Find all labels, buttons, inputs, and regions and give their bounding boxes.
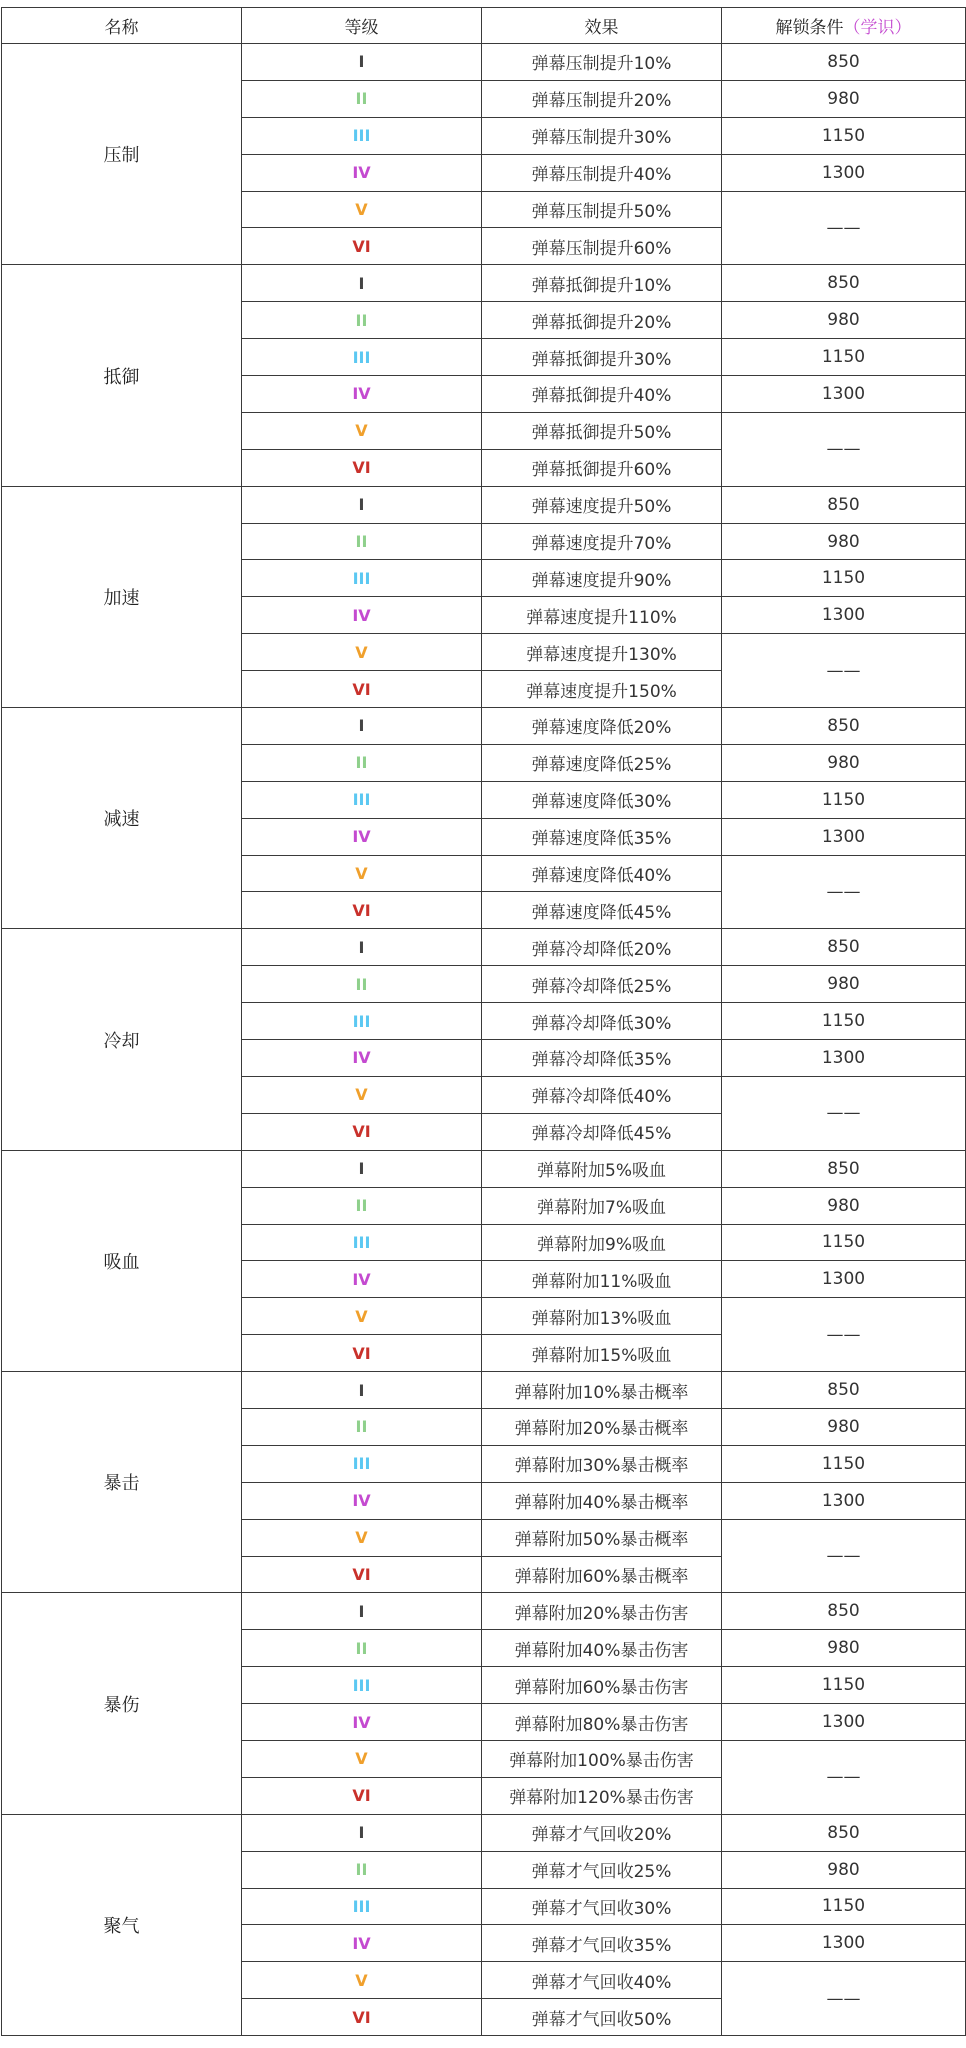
unlock-merged-cell	[722, 855, 966, 929]
effect-cell: 弹幕速度降低30%	[482, 781, 722, 818]
level-cell: VI	[242, 1335, 482, 1372]
effect-cell: 弹幕附加9%吸血	[482, 1224, 722, 1261]
level-cell: V	[242, 855, 482, 892]
unlock-cell: 850	[722, 1814, 966, 1851]
unlock-cell: 1150	[722, 781, 966, 818]
unlock-cell: 850	[722, 44, 966, 81]
level-cell: V	[242, 412, 482, 449]
table-row	[2, 1150, 966, 1187]
level-cell: III	[242, 1445, 482, 1482]
effect-cell: 弹幕附加100%暴击伤害	[482, 1740, 722, 1777]
unlock-cell: 980	[722, 1408, 966, 1445]
effect-cell: 弹幕附加40%暴击伤害	[482, 1630, 722, 1667]
level-cell: IV	[242, 1261, 482, 1298]
effect-cell: 弹幕才气回收35%	[482, 1925, 722, 1962]
level-cell: VI	[242, 671, 482, 708]
effect-cell: 弹幕抵御提升30%	[482, 339, 722, 376]
level-cell: I	[242, 44, 482, 81]
effect-cell: 弹幕压制提升40%	[482, 154, 722, 191]
effect-cell: 弹幕附加5%吸血	[482, 1150, 722, 1187]
effect-cell: 弹幕压制提升50%	[482, 191, 722, 228]
unlock-cell: 850	[722, 1593, 966, 1630]
effect-cell: 弹幕才气回收40%	[482, 1962, 722, 1999]
level-cell: I	[242, 708, 482, 745]
table-row	[2, 1593, 966, 1630]
effect-cell: 弹幕速度降低45%	[482, 892, 722, 929]
level-cell: III	[242, 117, 482, 154]
unlock-merged-cell	[722, 1519, 966, 1593]
effect-cell: 弹幕速度降低40%	[482, 855, 722, 892]
effect-cell: 弹幕附加20%暴击伤害	[482, 1593, 722, 1630]
effect-cell: 弹幕速度降低20%	[482, 708, 722, 745]
unlock-cell: 850	[722, 1372, 966, 1409]
level-cell: VI	[242, 1113, 482, 1150]
level-cell: IV	[242, 818, 482, 855]
unlock-cell: 980	[722, 1851, 966, 1888]
skill-name-cell: 暴伤	[2, 1593, 242, 1814]
unlock-cell: 980	[722, 80, 966, 117]
effect-cell: 弹幕抵御提升10%	[482, 265, 722, 302]
level-cell: II	[242, 80, 482, 117]
unlock-dash: ——	[826, 439, 861, 460]
effect-cell: 弹幕冷却降低40%	[482, 1076, 722, 1113]
unlock-cell: 1300	[722, 1925, 966, 1962]
unlock-dash: ——	[826, 1103, 861, 1124]
level-cell: II	[242, 523, 482, 560]
level-cell: V	[242, 191, 482, 228]
level-cell: I	[242, 1593, 482, 1630]
effect-cell: 弹幕附加20%暴击概率	[482, 1408, 722, 1445]
effect-cell: 弹幕抵御提升40%	[482, 376, 722, 413]
header-unlock-label: 解锁条件	[775, 18, 844, 38]
unlock-merged-cell	[722, 412, 966, 486]
level-cell: V	[242, 1962, 482, 1999]
effect-cell: 弹幕附加11%吸血	[482, 1261, 722, 1298]
header-level: 等级	[242, 8, 482, 44]
effect-cell: 弹幕附加40%暴击概率	[482, 1482, 722, 1519]
effect-cell: 弹幕速度提升90%	[482, 560, 722, 597]
level-cell: IV	[242, 154, 482, 191]
unlock-cell: 1300	[722, 376, 966, 413]
effect-cell: 弹幕抵御提升50%	[482, 412, 722, 449]
unlock-cell: 850	[722, 1150, 966, 1187]
effect-cell: 弹幕附加50%暴击概率	[482, 1519, 722, 1556]
unlock-cell: 1300	[722, 1482, 966, 1519]
effect-cell: 弹幕才气回收20%	[482, 1814, 722, 1851]
level-cell: II	[242, 744, 482, 781]
effect-cell: 弹幕速度提升50%	[482, 486, 722, 523]
effect-cell: 弹幕冷却降低45%	[482, 1113, 722, 1150]
table-row	[2, 1372, 966, 1409]
effect-cell: 弹幕压制提升10%	[482, 44, 722, 81]
level-cell: VI	[242, 1999, 482, 2036]
unlock-cell: 1300	[722, 597, 966, 634]
header-effect: 效果	[482, 8, 722, 44]
table-row	[2, 265, 966, 302]
table-row	[2, 486, 966, 523]
effect-cell: 弹幕冷却降低25%	[482, 966, 722, 1003]
unlock-cell: 1300	[722, 818, 966, 855]
effect-cell: 弹幕冷却降低35%	[482, 1040, 722, 1077]
header-unlock-note: （学识）	[843, 18, 912, 38]
level-cell: VI	[242, 892, 482, 929]
effect-cell: 弹幕附加13%吸血	[482, 1298, 722, 1335]
effect-cell: 弹幕附加60%暴击伤害	[482, 1667, 722, 1704]
unlock-cell: 850	[722, 265, 966, 302]
header-unlock	[722, 8, 966, 44]
level-cell: III	[242, 1224, 482, 1261]
unlock-dash: ——	[826, 1546, 861, 1567]
unlock-cell: 1150	[722, 339, 966, 376]
effect-cell: 弹幕抵御提升20%	[482, 302, 722, 339]
skill-name-cell: 减速	[2, 708, 242, 929]
level-cell: IV	[242, 376, 482, 413]
unlock-cell: 1300	[722, 154, 966, 191]
effect-cell: 弹幕附加30%暴击概率	[482, 1445, 722, 1482]
unlock-cell: 1150	[722, 117, 966, 154]
level-cell: III	[242, 560, 482, 597]
unlock-merged-cell	[722, 191, 966, 265]
effect-cell: 弹幕速度提升70%	[482, 523, 722, 560]
unlock-cell: 1150	[722, 1667, 966, 1704]
skill-name-cell: 吸血	[2, 1150, 242, 1371]
unlock-cell: 980	[722, 1187, 966, 1224]
skill-name-cell: 冷却	[2, 929, 242, 1150]
unlock-dash: ——	[826, 881, 861, 902]
level-cell: I	[242, 265, 482, 302]
unlock-cell: 1300	[722, 1704, 966, 1741]
level-cell: IV	[242, 1040, 482, 1077]
effect-cell: 弹幕附加7%吸血	[482, 1187, 722, 1224]
level-cell: I	[242, 1150, 482, 1187]
unlock-cell: 1150	[722, 1003, 966, 1040]
effect-cell: 弹幕速度提升130%	[482, 634, 722, 671]
unlock-dash: ——	[826, 1988, 861, 2009]
level-cell: II	[242, 966, 482, 1003]
effect-cell: 弹幕速度降低35%	[482, 818, 722, 855]
effect-cell: 弹幕才气回收50%	[482, 1999, 722, 2036]
level-cell: III	[242, 781, 482, 818]
effect-cell: 弹幕速度提升110%	[482, 597, 722, 634]
unlock-cell: 980	[722, 523, 966, 560]
level-cell: III	[242, 1003, 482, 1040]
unlock-cell: 980	[722, 302, 966, 339]
table-body	[2, 44, 966, 2036]
level-cell: V	[242, 1519, 482, 1556]
effect-cell: 弹幕附加120%暴击伤害	[482, 1777, 722, 1814]
level-cell: I	[242, 1372, 482, 1409]
level-cell: V	[242, 1740, 482, 1777]
effect-cell: 弹幕压制提升20%	[482, 80, 722, 117]
level-cell: IV	[242, 1482, 482, 1519]
unlock-cell: 1150	[722, 1888, 966, 1925]
effect-cell: 弹幕压制提升30%	[482, 117, 722, 154]
level-cell: IV	[242, 597, 482, 634]
level-cell: II	[242, 1187, 482, 1224]
level-cell: VI	[242, 449, 482, 486]
level-cell: VI	[242, 228, 482, 265]
header-name: 名称	[2, 8, 242, 44]
unlock-cell: 1150	[722, 560, 966, 597]
level-cell: II	[242, 1851, 482, 1888]
unlock-merged-cell	[722, 1962, 966, 2036]
table-header	[2, 8, 966, 44]
table-row	[2, 708, 966, 745]
level-cell: II	[242, 302, 482, 339]
level-cell: V	[242, 1076, 482, 1113]
effect-cell: 弹幕速度提升150%	[482, 671, 722, 708]
table-row	[2, 44, 966, 81]
effect-cell: 弹幕附加60%暴击概率	[482, 1556, 722, 1593]
unlock-merged-cell	[722, 1740, 966, 1814]
effect-cell: 弹幕压制提升60%	[482, 228, 722, 265]
unlock-cell: 980	[722, 744, 966, 781]
unlock-merged-cell	[722, 1298, 966, 1372]
skill-table	[1, 7, 966, 2036]
level-cell: IV	[242, 1704, 482, 1741]
unlock-cell: 980	[722, 1630, 966, 1667]
effect-cell: 弹幕速度降低25%	[482, 744, 722, 781]
skill-name-cell: 聚气	[2, 1814, 242, 2035]
skill-name-cell: 抵御	[2, 265, 242, 486]
level-cell: III	[242, 339, 482, 376]
level-cell: IV	[242, 1925, 482, 1962]
skill-name-cell: 暴击	[2, 1372, 242, 1593]
level-cell: V	[242, 634, 482, 671]
effect-cell: 弹幕抵御提升60%	[482, 449, 722, 486]
effect-cell: 弹幕附加15%吸血	[482, 1335, 722, 1372]
unlock-cell: 980	[722, 966, 966, 1003]
unlock-cell: 1300	[722, 1261, 966, 1298]
effect-cell: 弹幕才气回收25%	[482, 1851, 722, 1888]
effect-cell: 弹幕附加10%暴击概率	[482, 1372, 722, 1409]
effect-cell: 弹幕附加80%暴击伤害	[482, 1704, 722, 1741]
level-cell: II	[242, 1408, 482, 1445]
unlock-merged-cell	[722, 634, 966, 708]
level-cell: VI	[242, 1556, 482, 1593]
header-row	[2, 8, 966, 44]
table-row	[2, 1814, 966, 1851]
level-cell: I	[242, 929, 482, 966]
effect-cell: 弹幕冷却降低20%	[482, 929, 722, 966]
unlock-cell: 850	[722, 929, 966, 966]
level-cell: VI	[242, 1777, 482, 1814]
unlock-dash: ——	[826, 1767, 861, 1788]
effect-cell: 弹幕才气回收30%	[482, 1888, 722, 1925]
unlock-dash: ——	[826, 660, 861, 681]
level-cell: III	[242, 1888, 482, 1925]
level-cell: III	[242, 1667, 482, 1704]
unlock-cell: 1150	[722, 1445, 966, 1482]
unlock-cell: 850	[722, 486, 966, 523]
level-cell: V	[242, 1298, 482, 1335]
unlock-cell: 850	[722, 708, 966, 745]
unlock-dash: ——	[826, 1324, 861, 1345]
unlock-dash: ——	[826, 217, 861, 238]
level-cell: I	[242, 486, 482, 523]
level-cell: I	[242, 1814, 482, 1851]
unlock-merged-cell	[722, 1076, 966, 1150]
unlock-cell: 1150	[722, 1224, 966, 1261]
table-row	[2, 929, 966, 966]
skill-name-cell: 压制	[2, 44, 242, 265]
level-cell: II	[242, 1630, 482, 1667]
skill-name-cell: 加速	[2, 486, 242, 707]
unlock-cell: 1300	[722, 1040, 966, 1077]
effect-cell: 弹幕冷却降低30%	[482, 1003, 722, 1040]
